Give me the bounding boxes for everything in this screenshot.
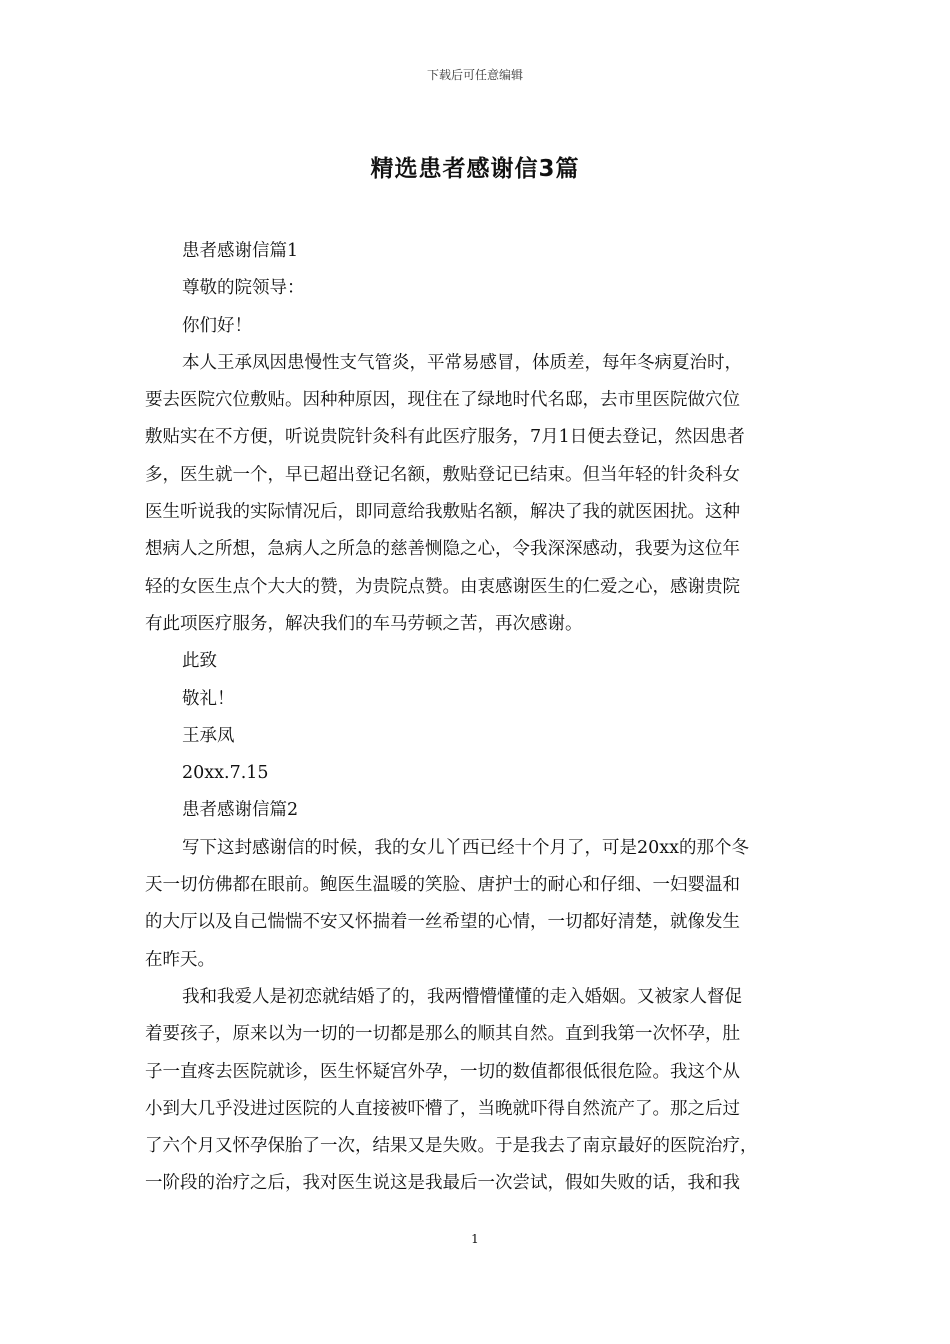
text-line: 此致 — [182, 651, 217, 672]
text-line: 患者感谢信篇2 — [182, 800, 299, 821]
text-line: 敬礼！ — [182, 688, 235, 709]
text-line: 你们好！ — [182, 315, 252, 336]
text-line: 多，医生就一个，早已超出登记名额，敷贴登记已结束。但当年轻的针灸科女 — [145, 464, 740, 485]
text-line: 有此项医疗服务，解决我们的车马劳顿之苦，再次感谢。 — [145, 613, 583, 634]
text-line: 一阶段的治疗之后，我对医生说这是我最后一次尝试，假如失败的话，我和我 — [145, 1173, 740, 1194]
document-body — [145, 233, 809, 1203]
text-line: 我和我爱人是初恋就结婚了的，我两懵懵懂懂的走入婚姻。又被家人督促 — [182, 986, 742, 1007]
text-line: 医生听说我的实际情况后，即同意给我敷贴名额，解决了我的就医困扰。这种 — [145, 502, 740, 523]
page-number: 1 — [471, 1232, 479, 1246]
text-line: 着要孩子，原来以为一切的一切都是那么的顺其自然。直到我第一次怀孕，肚 — [145, 1024, 740, 1045]
text-line: 写下这封感谢信的时候，我的女儿丫西已经十个月了，可是20xx的那个冬 — [182, 837, 750, 858]
document-title: 精选患者感谢信3篇 — [370, 156, 580, 182]
text-line: 想病人之所想，急病人之所急的慈善恻隐之心，令我深深感动，我要为这位年 — [145, 539, 740, 560]
text-line: 在昨天。 — [145, 949, 215, 970]
text-line: 尊敬的院领导： — [182, 278, 305, 299]
text-line: 小到大几乎没进过医院的人直接被吓懵了，当晚就吓得自然流产了。那之后过 — [145, 1098, 740, 1119]
text-line: 本人王承凤因患慢性支气管炎，平常易感冒，体质差，每年冬病夏治时， — [182, 352, 742, 373]
text-line: 子一直疼去医院就诊，医生怀疑宫外孕，一切的数值都很低很危险。我这个从 — [145, 1061, 740, 1082]
text-line: 天一切仿佛都在眼前。鲍医生温暖的笑脸、唐护士的耐心和仔细、一妇婴温和 — [145, 875, 740, 896]
text-line: 王承凤 — [182, 725, 235, 746]
text-line: 要去医院穴位敷贴。因种种原因，现住在了绿地时代名邸，去市里医院做穴位 — [145, 390, 740, 411]
text-line: 敷贴实在不方便，听说贵院针灸科有此医疗服务，7月1日便去登记，然因患者 — [145, 427, 745, 448]
text-line: 患者感谢信篇1 — [182, 241, 299, 261]
text-line: 的大厅以及自己惴惴不安又怀揣着一丝希望的心情，一切都好清楚，就像发生 — [145, 912, 740, 933]
page-header: 下载后可任意编辑 — [426, 68, 523, 82]
text-line: 了六个月又怀孕保胎了一次，结果又是失败。于是我去了南京最好的医院治疗， — [145, 1136, 758, 1157]
text-line: 20xx.7.15 — [182, 763, 269, 784]
text-line: 轻的女医生点个大大的赞，为贵院点赞。由衷感谢医生的仁爱之心，感谢贵院 — [145, 576, 740, 597]
